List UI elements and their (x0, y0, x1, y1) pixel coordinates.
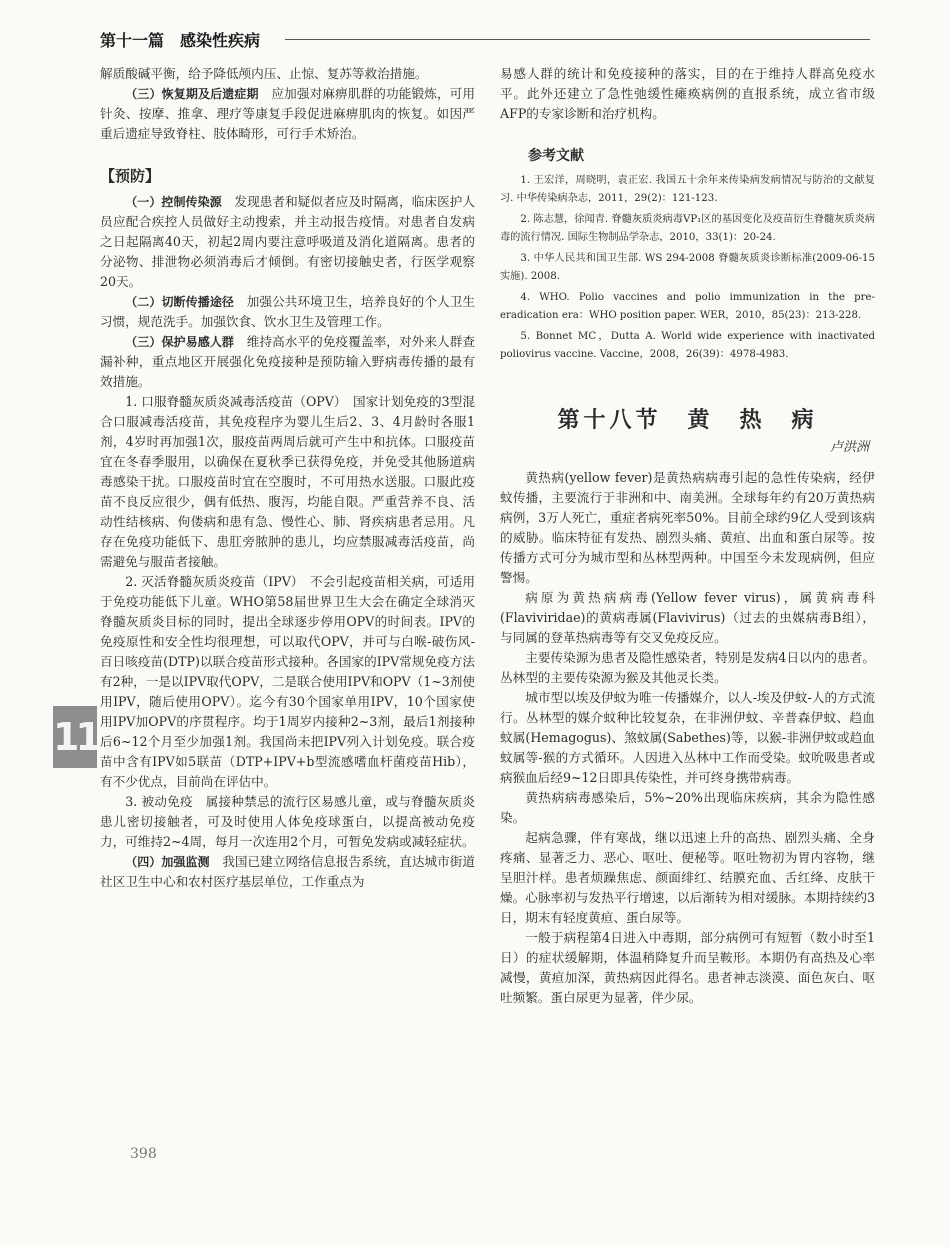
references-heading: 参考文献 (528, 148, 584, 164)
right-column (500, 64, 875, 1008)
paragraph: 黄热病(yellow fever)是黄热病病毒引起的急性传染病，经伊蚊传播，主要流行于非洲和中、南美洲。全球每年约有20万黄热病病例，3万人死亡，重症者病死率50%。目前全球约9亿人受到该病的威胁。临床特征有发热、剧烈头痛、黄疸、出血和蛋白尿等。按传播方式可分为城市型和丛林型两种。中国至今未发现病例，但应警惕。 (500, 470, 875, 585)
reference-item: 3. 中华人民共和国卫生部. WS 294-2008 脊髓灰质炎诊断标准(2009-06-15实施). 2008. (500, 253, 875, 282)
reference-item: 2. 陈志慧，徐闻青. 脊髓灰质炎病毒VP₁区的基因变化及疫苗衍生脊髓灰质炎病毒的流行情况. 国际生物制品学杂志，2010，33(1)：20-24. (500, 214, 875, 243)
part-title: 第十一篇 感染性疾病 (100, 31, 261, 50)
left-column (100, 64, 475, 892)
paragraph: 解质酸碱平衡，给予降低颅内压、止惊、复苏等救治措施。 (100, 66, 428, 81)
paragraph-text: 加强公共环境卫生，培养良好的个人卫生习惯，规范洗手。加强饮食、饮水卫生及管理工作。 (100, 294, 475, 329)
reference-item: 5. Bonnet MC，Dutta A. World wide experience with inactivated poliovirus vaccine. Vaccine，2008，26(39)：4978-4983. (500, 331, 875, 360)
paragraph-text: 我国已建立网络信息报告系统，直达城市街道社区卫生中心和农村医疗基层单位，工作重点为 (100, 854, 476, 889)
author-name: 卢洪洲 (829, 440, 869, 455)
paragraph (100, 292, 475, 332)
paragraph-text: 应加强对麻痹肌群的功能锻炼，可用针灸、按摩、推拿、理疗等康复手段促进麻痹肌肉的恢复。如因严重后遗症导致脊柱、肢体畸形，可行手术矫治。 (100, 86, 475, 141)
paragraph: 黄热病病毒感染后，5%~20%出现临床疾病，其余为隐性感染。 (500, 790, 875, 825)
paragraph (100, 572, 475, 792)
subheading: （三）恢复期及后遗症期 (125, 87, 259, 101)
paragraph (100, 332, 475, 392)
paragraph-text: 属接种禁忌的流行区易感儿童，或与脊髓灰质炎患儿密切接触者，可及时使用人体免疫球蛋白，以提高被动免疫力，可维持2~4周，每月一次连用2个月，可暂免发病或减轻症状。 (100, 794, 476, 849)
paragraph-text: 发现患者和疑似者应及时隔离，临床医护人员应配合疾控人员做好主动搜索，并主动报告疫情。对患者自发病之日起隔离40天，初起2周内要注意呼吸道及消化道隔离。患者的分泌物、排泄物必须消毒后才倾倒。有密切接触史者，行医学观察20天。 (100, 194, 476, 289)
subheading: （四）加强监测 (125, 855, 210, 869)
paragraph-text: 不会引起疫苗相关病，可适用于免疫功能低下儿童。WHO第58届世界卫生大会在确定全球消灭脊髓灰质炎目标的同时，提出全球逐步停用OPV的时间表。IPV的免疫原性和安全性均很理想，可以取代OPV，并可与白喉-破伤风-百日咳疫苗(DTP)以联合疫苗形式接种。各国家的IPV常规免疫方法有2种，一是以IPV取代OPV，二是联合使用IPV和OPV（1~3剂使用IPV，随后使用OPV）。迄今有30个国家单用IPV，10个国家使用IPV加OPV的序贯程序。均于1周岁内接种2~3剂，最后1剂接种后6~12个月至少加强1剂。我国尚未把IPV列入计划免疫。联合疫苗中含有IPV如5联苗（DTP+IPV+b型流感嗜血杆菌疫苗Hib），有不少优点，目前尚在评估中。 (100, 574, 476, 789)
section-heading: 【预防】 (100, 167, 161, 185)
subheading: （一）控制传染源 (125, 195, 222, 209)
paragraph: 病原为黄热病病毒(Yellow fever virus)，属黄病毒科(Flaviviridae)的黄病毒属(Flavivirus)（过去的虫媒病毒B组），与同属的登革热病毒等有交叉免疫反应。 (500, 590, 875, 645)
reference-item: 1. 王宏洋，周晓明，袁正宏. 我国五十余年来传染病发病情况与防治的文献复习. 中华传染病杂志，2011，29(2)：121-123. (500, 175, 875, 204)
item-lead: 2. 灭活脊髓灰质炎疫苗（IPV） (125, 574, 298, 589)
page-header (100, 28, 870, 54)
paragraph (100, 392, 475, 572)
paragraph (100, 792, 475, 852)
paragraph: 城市型以埃及伊蚊为唯一传播媒介，以人-埃及伊蚊-人的方式流行。丛林型的媒介蚊种比较复杂，在非洲伊蚊、辛普森伊蚊、趋血蚊属(Hemagogus)、煞蚊属(Sabethes)等，以猴-非洲伊蚊或趋血蚊属等-猴的方式循环。人因进入丛林中工作而受染。蚊吮吸患者或病猴血后经9~12日即具传染性，并可终身携带病毒。 (500, 690, 875, 785)
paragraph-text: 维持高水平的免疫覆盖率，对外来人群查漏补种，重点地区开展强化免疫接种是预防输入野病毒传播的最有效措施。 (100, 334, 475, 389)
paragraph: 易感人群的统计和免疫接种的落实，目的在于维持人群高免疫水平。此外还建立了急性弛缓性瘫痪病例的直报系统，成立省市级AFP的专家诊断和治疗机构。 (500, 66, 875, 121)
subheading: （三）保护易感人群 (125, 335, 235, 349)
paragraph (100, 192, 475, 292)
paragraph: 一般于病程第4日进入中毒期，部分病例可有短暂（数小时至1日）的症状缓解期，体温稍降复升而呈鞍形。本期仍有高热及心率减慢，黄疸加深，黄热病因此得名。患者神志淡漠、面色灰白、呕吐频繁。蛋白尿更为显著，伴少尿。 (500, 930, 875, 1005)
chapter-number-badge: 11 (53, 706, 97, 768)
paragraph (100, 84, 475, 144)
paragraph: 起病急骤，伴有寒战，继以迅速上升的高热、剧烈头痛、全身疼痛、显著乏力、恶心、呕吐、便秘等。呕吐物初为胃内容物，继呈胆汁样。患者烦躁焦虑、颜面绯红、结膜充血、舌红绛、皮肤干燥。心脉率初与发热平行增速，以后渐转为相对缓脉。本期持续约3日，期末有轻度黄疸、蛋白尿等。 (500, 830, 875, 925)
paragraph-text: 国家计划免疫的3型混合口服减毒活疫苗，其免疫程序为婴儿生后2、3、4月龄时各服1剂，4岁时再加强1次，服疫苗两周后就可产生中和抗体。口服疫苗宜在冬春季服用，以确保在夏秋季已获得免疫，并免受其他肠道病毒感染干扰。口服疫苗时宜在空腹时，不可用热水送服。口服此疫苗不良反应很少，偶有低热、腹泻，均能自限。严重营养不良、活动性结核病、佝偻病和患有急、慢性心、肺、肾疾病患者忌用。凡存在免疫功能低下、患肛旁脓肿的患儿，均应禁服减毒活疫苗，尚需避免与服苗者接触。 (100, 394, 475, 569)
subheading: （二）切断传播途径 (125, 295, 235, 309)
reference-item: 4. WHO. Polio vaccines and polio immunization in the pre-eradication era：WHO position paper. WER，2010，85(23)：213-228. (500, 292, 875, 321)
page-number: 398 (130, 1146, 157, 1162)
header-rule (285, 39, 870, 40)
chapter-title: 第十八节 黄 热 病 (557, 407, 818, 433)
paragraph: 主要传染源为患者及隐性感染者，特别是发病4日以内的患者。丛林型的主要传染源为猴及其他灵长类。 (500, 650, 875, 685)
paragraph (100, 852, 475, 892)
item-lead: 3. 被动免疫 (125, 794, 193, 809)
item-lead: 1. 口服脊髓灰质炎减毒活疫苗（OPV） (125, 394, 341, 409)
